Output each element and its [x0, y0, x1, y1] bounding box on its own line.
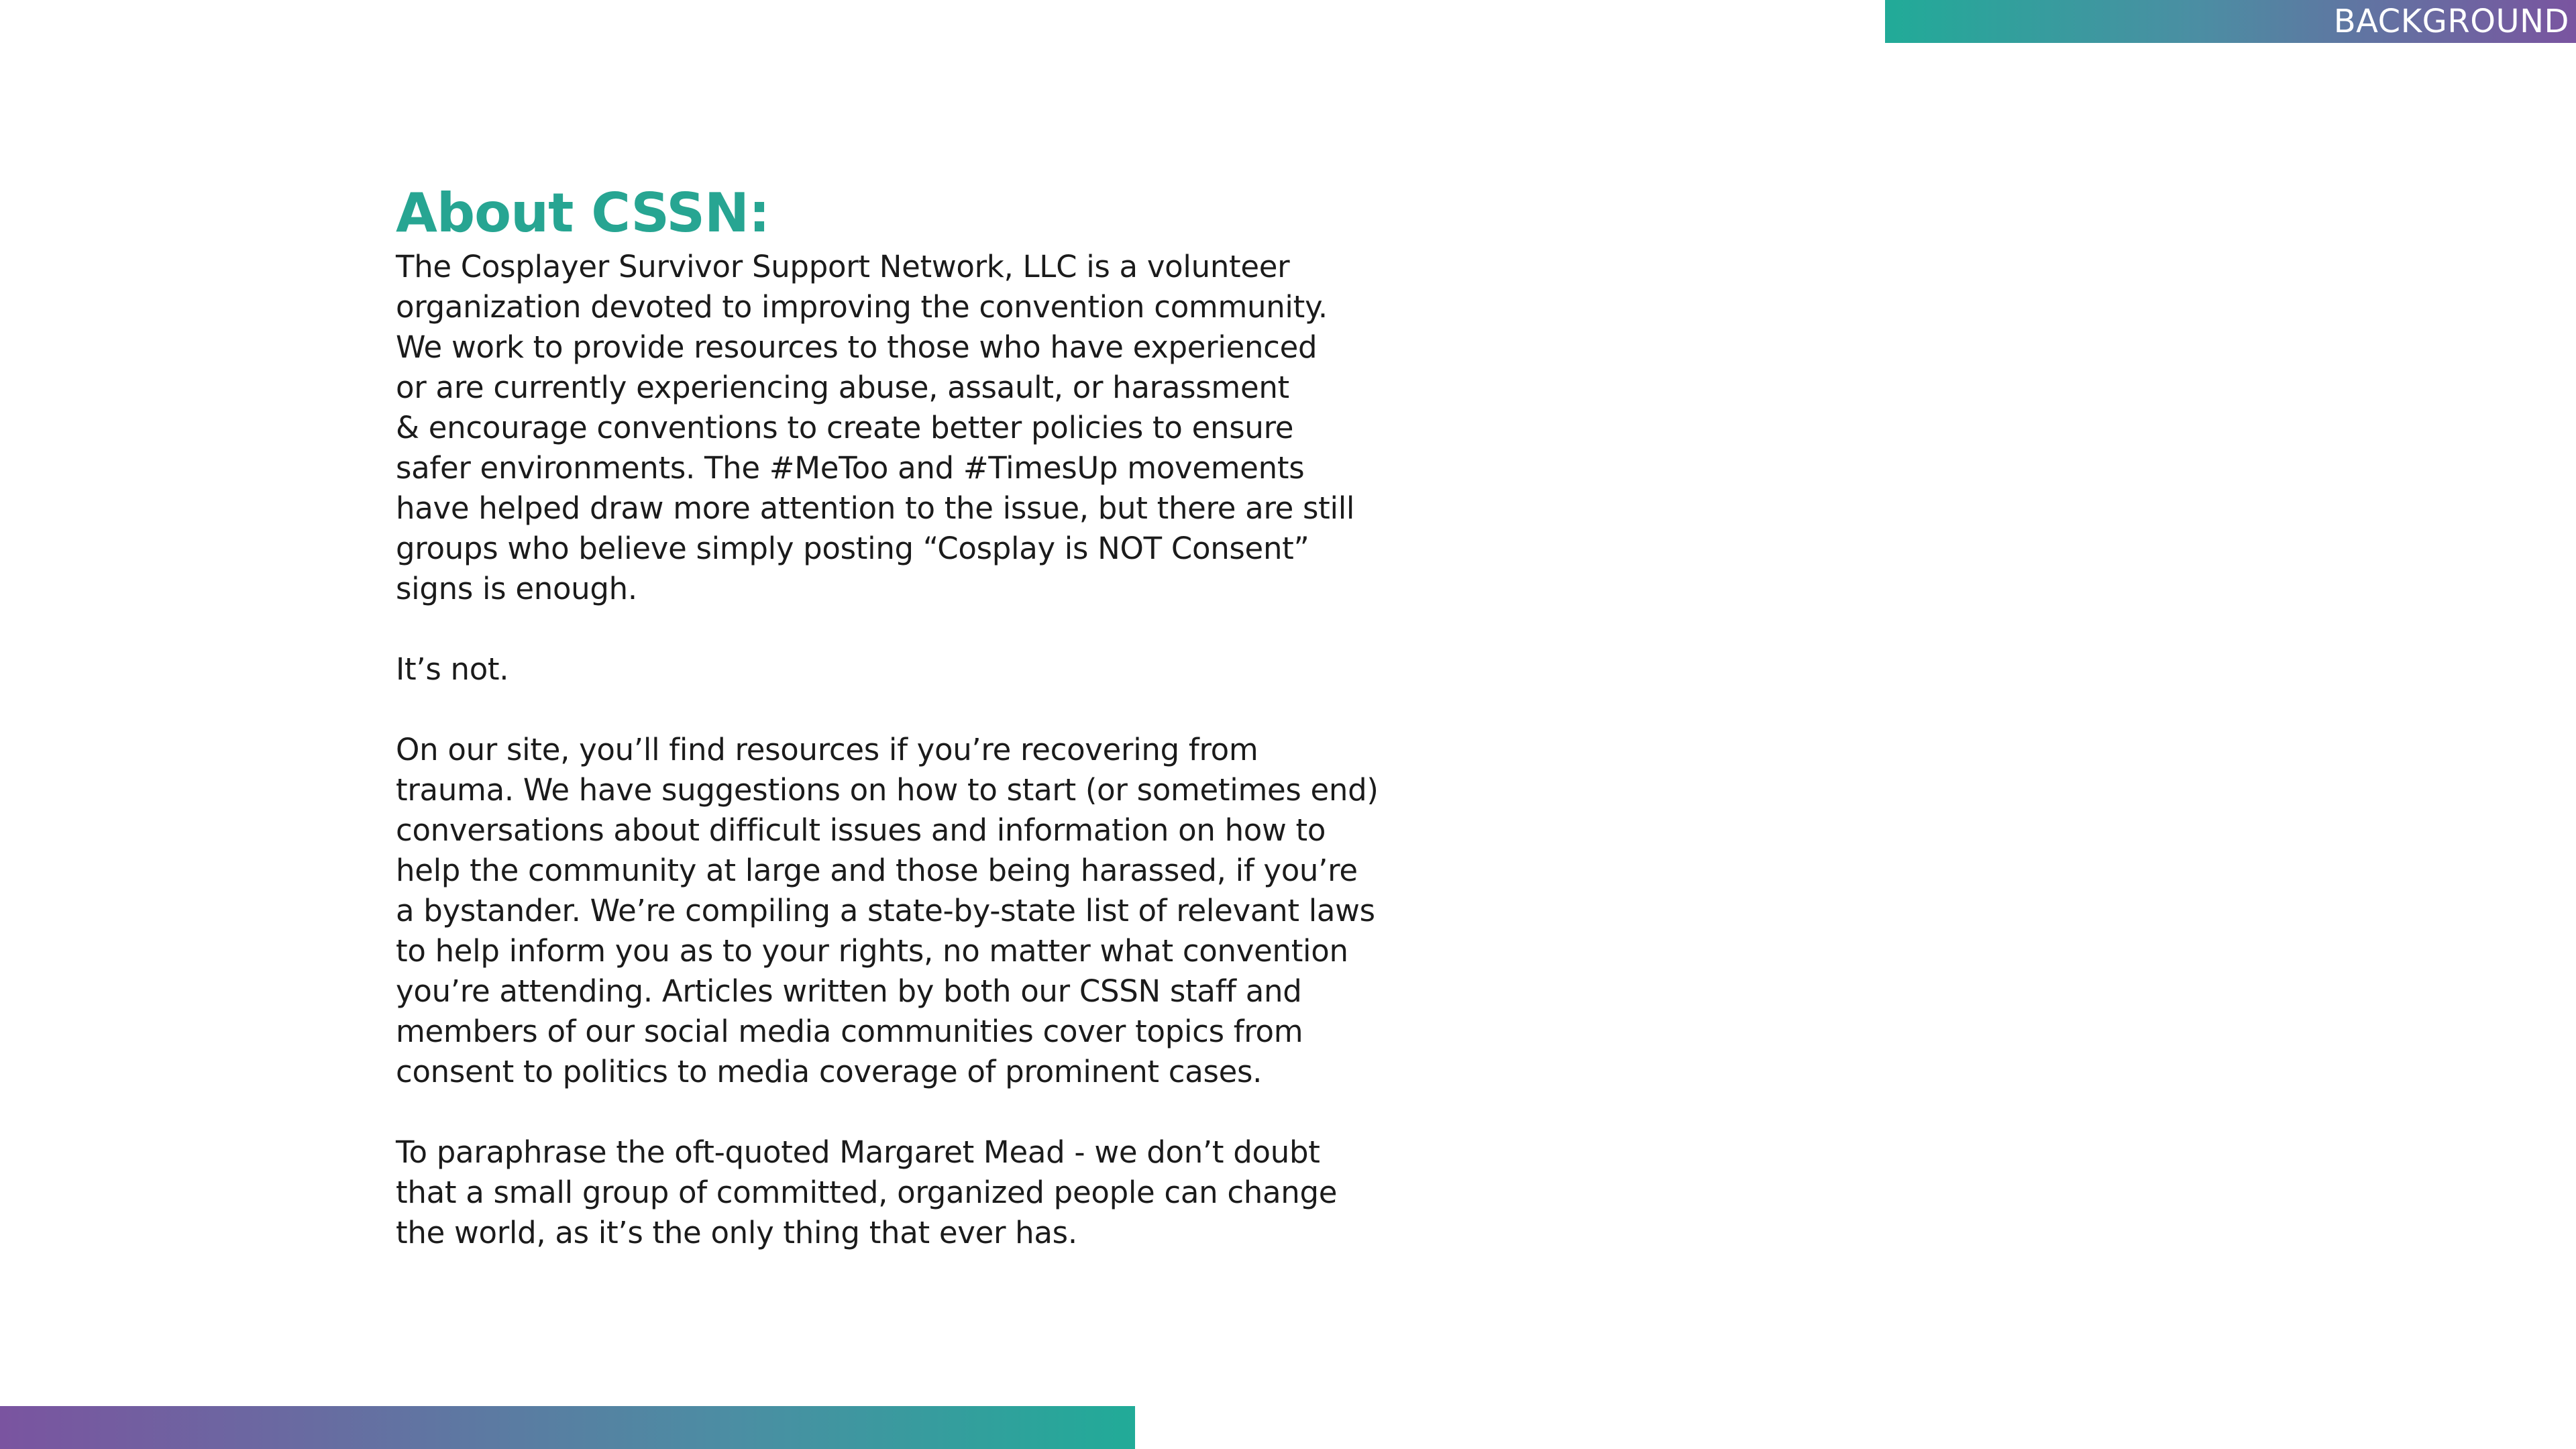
text-line: conversations about difficult issues and information on how to [396, 812, 1326, 848]
text-line: you’re attending. Articles written by both our CSSN staff and [396, 973, 1302, 1009]
text-line: consent to politics to media coverage of prominent cases. [396, 1054, 1263, 1089]
text-line: the world, as it’s the only thing that ever has. [396, 1215, 1077, 1250]
paragraph-mead-quote [396, 1132, 1429, 1253]
page-title: About CSSN: [396, 182, 769, 244]
text-line: that a small group of committed, organized people can change [396, 1175, 1338, 1210]
text-line: help the community at large and those being harassed, if you’re [396, 853, 1358, 888]
text-line: signs is enough. [396, 571, 637, 606]
text-line: organization devoted to improving the convention community. [396, 289, 1328, 325]
text-line: We work to provide resources to those who have experienced [396, 329, 1318, 365]
paragraph-spacer [396, 690, 1429, 730]
text-line: members of our social media communities cover topics from [396, 1014, 1303, 1049]
text-line: to help inform you as to your rights, no matter what convention [396, 933, 1348, 969]
paragraph-its-not [396, 649, 1429, 690]
footer-gradient-bar [0, 1406, 1135, 1449]
text-line: safer environments. The #MeToo and #TimesUp movements [396, 450, 1305, 486]
section-banner [1885, 0, 2576, 43]
text-line: On our site, you’ll find resources if you’re recovering from [396, 732, 1258, 767]
text-line: It’s not. [396, 651, 509, 687]
text-line: The Cosplayer Survivor Support Network, LLC is a volunteer [396, 249, 1290, 284]
paragraph-spacer [396, 1092, 1429, 1132]
text-line: trauma. We have suggestions on how to start (or sometimes end) [396, 772, 1379, 808]
text-line: have helped draw more attention to the issue, but there are still [396, 490, 1355, 526]
paragraph-intro [396, 247, 1429, 609]
text-line: & encourage conventions to create better policies to ensure [396, 410, 1294, 445]
section-label: BACKGROUND [2333, 3, 2569, 40]
paragraph-site-resources [396, 730, 1429, 1092]
paragraph-spacer [396, 609, 1429, 649]
text-line: To paraphrase the oft-quoted Margaret Mead - we don’t doubt [396, 1134, 1320, 1170]
main-content [396, 180, 1429, 1253]
text-line: a bystander. We’re compiling a state-by-state list of relevant laws [396, 893, 1375, 928]
text-line: groups who believe simply posting “Cosplay is NOT Consent” [396, 531, 1309, 566]
text-line: or are currently experiencing abuse, assault, or harassment [396, 370, 1289, 405]
